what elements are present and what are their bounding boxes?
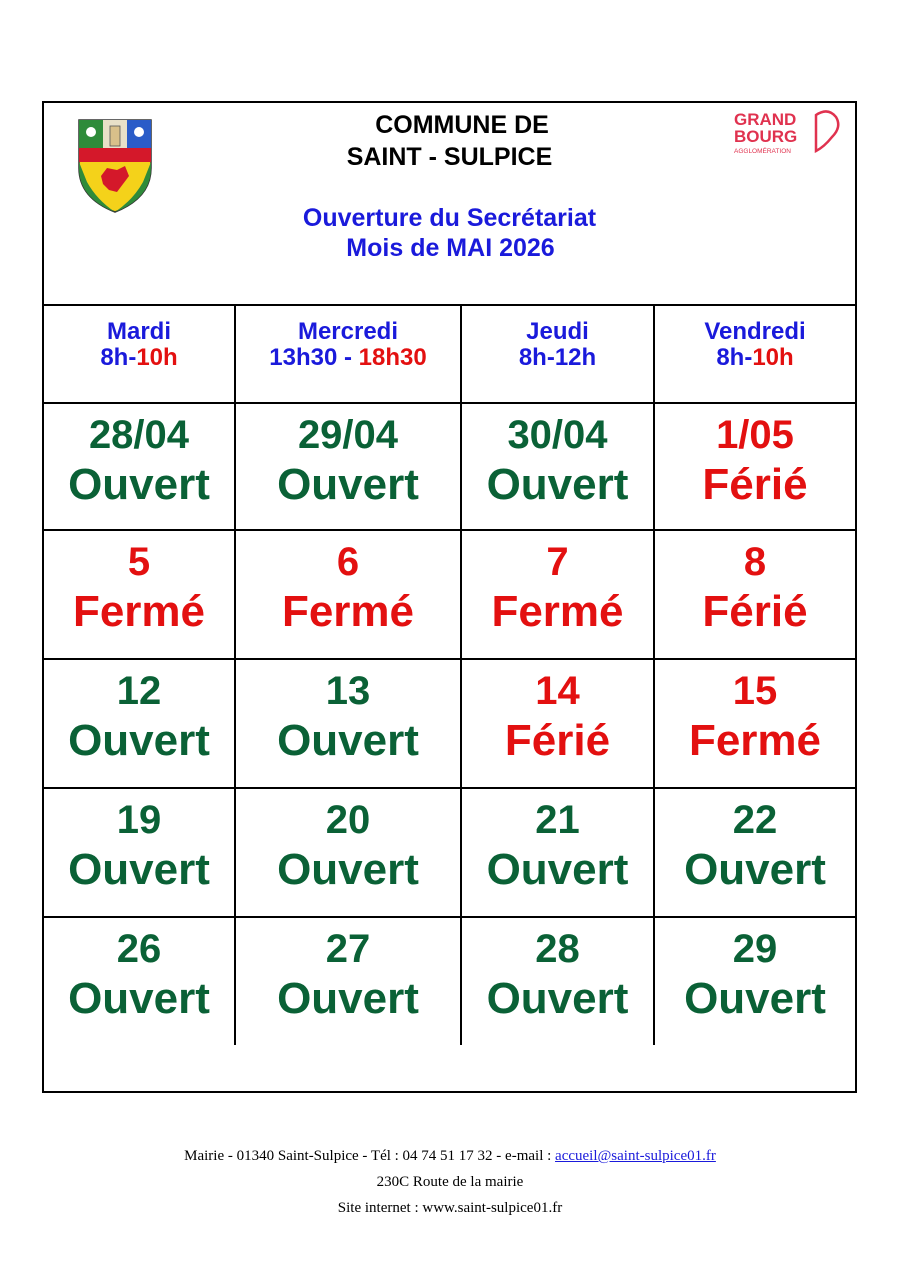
date-cell [654, 403, 855, 530]
day-header-cell [654, 304, 855, 403]
commune-line1: COMMUNE DE [375, 111, 549, 139]
day-name: Jeudi [526, 318, 589, 345]
date-cell [44, 788, 235, 917]
date-cell [654, 788, 855, 917]
date-number: 20 [325, 798, 371, 842]
day-hours: 8h-10h [716, 344, 794, 371]
day-name: Mercredi [297, 318, 399, 345]
logo-line3: AGGLOMÉRATION [734, 148, 791, 155]
commune-line2: SAINT - SULPICE [346, 143, 553, 171]
date-number: 8 [743, 540, 767, 584]
date-number: 12 [116, 669, 162, 713]
date-cell [461, 403, 654, 530]
day-hours: 8h-10h [100, 344, 178, 371]
week-row [44, 659, 855, 788]
date-number: 14 [535, 669, 580, 713]
date-status: Ouvert [277, 716, 419, 765]
footer-contact: Mairie - 01340 Saint-Sulpice - Tél : 04 74 51 17 32 - e-mail : accueil@saint-sulpice01.fr [184, 1148, 716, 1164]
day-header-cell [461, 304, 654, 403]
date-cell [235, 530, 461, 659]
opening-title [44, 203, 855, 263]
date-cell [461, 788, 654, 917]
heart-icon [816, 111, 838, 151]
date-cell [461, 917, 654, 1045]
week-row [44, 530, 855, 659]
opening-line1: Ouverture du Secrétariat [302, 204, 597, 232]
date-status: Ouvert [684, 845, 826, 894]
opening-line2: Mois de MAI 2026 [346, 234, 555, 262]
date-number: 28/04 [88, 413, 190, 457]
date-cell [235, 788, 461, 917]
date-cell [235, 403, 461, 530]
date-status: Ouvert [684, 974, 826, 1023]
date-number: 5 [127, 540, 151, 584]
date-cell [461, 659, 654, 788]
date-number: 21 [535, 798, 580, 842]
date-status: Ouvert [68, 974, 210, 1023]
date-cell [654, 530, 855, 659]
day-header-row [44, 304, 855, 403]
email-link[interactable]: accueil@saint-sulpice01.fr [555, 1148, 716, 1164]
date-number: 22 [732, 798, 778, 842]
date-number: 28 [535, 927, 580, 971]
date-number: 7 [546, 540, 569, 584]
date-cell [235, 659, 461, 788]
date-status: Ouvert [68, 845, 210, 894]
logo-line1: GRAND [734, 110, 797, 129]
date-cell [44, 403, 235, 530]
date-number: 26 [116, 927, 162, 971]
date-status: Férié [702, 587, 808, 636]
logo-line2: BOURG [734, 127, 798, 146]
date-status: Férié [504, 716, 611, 765]
date-number: 13 [325, 669, 371, 713]
date-cell [461, 530, 654, 659]
date-status: Fermé [491, 587, 624, 636]
date-number: 27 [325, 927, 371, 971]
date-cell [44, 917, 235, 1045]
date-cell [654, 659, 855, 788]
date-cell [44, 659, 235, 788]
day-header-cell [44, 304, 235, 403]
date-status: Ouvert [486, 845, 629, 894]
date-number: 19 [116, 798, 162, 842]
footer-website: Site internet : www.saint-sulpice01.fr [337, 1200, 563, 1216]
week-row [44, 403, 855, 530]
date-status: Ouvert [277, 460, 419, 509]
date-number: 15 [732, 669, 778, 713]
date-status: Fermé [688, 716, 822, 765]
date-status: Ouvert [486, 974, 629, 1023]
date-number: 6 [336, 540, 360, 584]
date-status: Férié [702, 460, 808, 509]
date-number: 1/05 [716, 413, 794, 457]
footer-address: 230C Route de la mairie [376, 1174, 524, 1190]
week-row [44, 788, 855, 917]
date-status: Fermé [281, 587, 415, 636]
calendar-frame [42, 101, 857, 1093]
date-number: 29/04 [297, 413, 399, 457]
footer [0, 1143, 900, 1221]
date-number: 30/04 [507, 413, 608, 457]
date-cell [654, 917, 855, 1045]
date-number: 29 [732, 927, 778, 971]
date-status: Ouvert [486, 460, 629, 509]
date-cell [44, 530, 235, 659]
date-status: Fermé [72, 587, 206, 636]
day-hours: 13h30 - 18h30 [269, 344, 427, 371]
header [44, 103, 855, 306]
week-row [44, 917, 855, 1045]
date-status: Ouvert [277, 845, 419, 894]
calendar-table [44, 304, 855, 1045]
grand-bourg-logo [732, 107, 842, 157]
date-status: Ouvert [68, 716, 210, 765]
day-header-cell [235, 304, 461, 403]
date-status: Ouvert [277, 974, 419, 1023]
date-status: Ouvert [68, 460, 210, 509]
day-name: Vendredi [704, 318, 806, 345]
day-hours: 8h-12h [518, 344, 597, 371]
date-cell [235, 917, 461, 1045]
day-name: Mardi [106, 318, 171, 345]
